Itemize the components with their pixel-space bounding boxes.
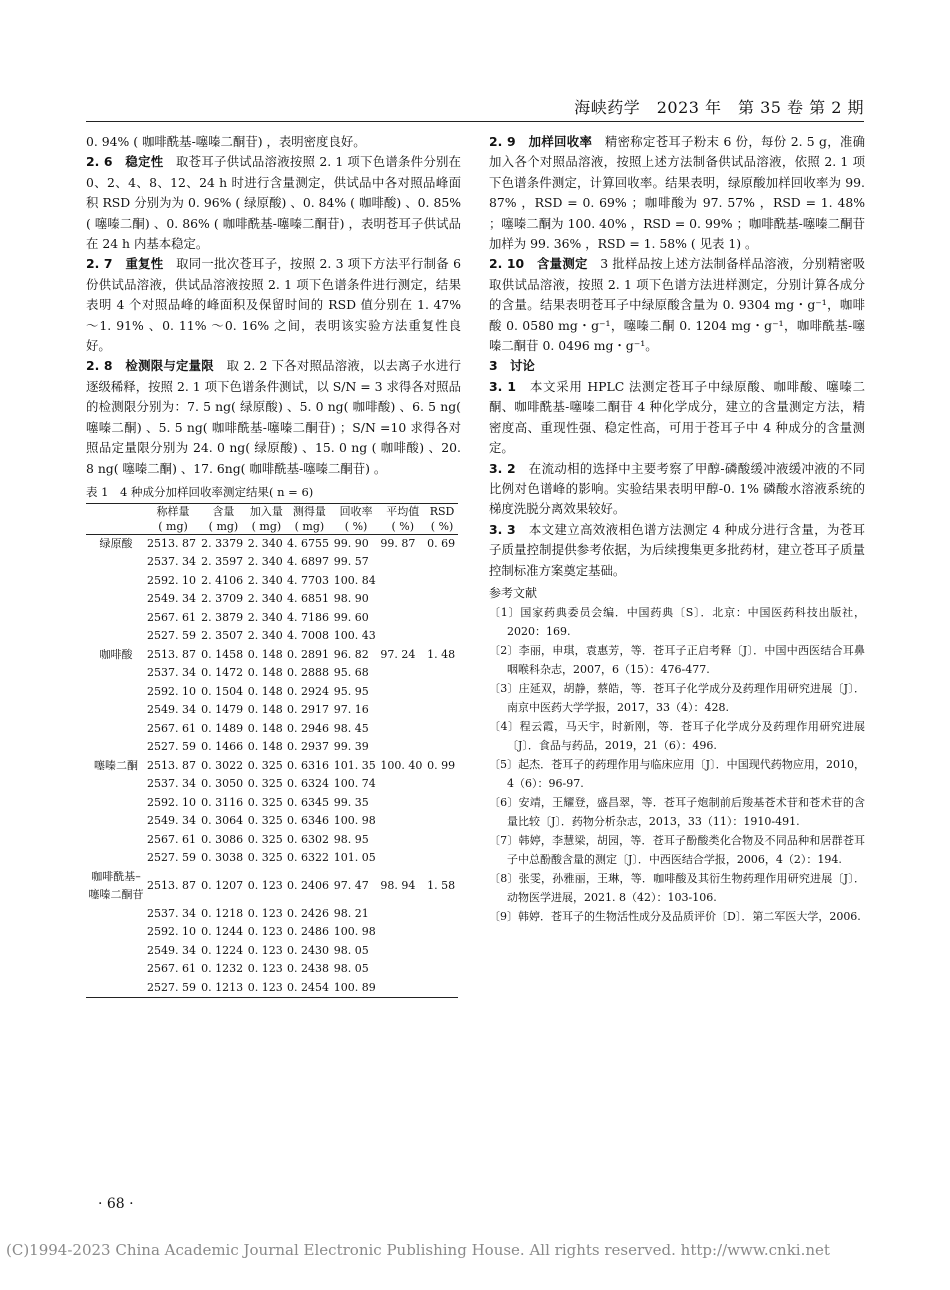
table-cell: 2527. 59 [147, 851, 196, 865]
table-header-cell: 回收率 ( %) [333, 503, 380, 534]
table-cell: 2. 340 [247, 592, 283, 606]
table-row [86, 590, 458, 609]
average-cell: 99. 87 [380, 536, 416, 550]
paragraph-text: 取 2. 2 下各对照品溶液，以去离子水进行逐级稀释，按照 2. 1 项下色谱条件测试，以 S/N = 3 求得各对照品的检测限分别为：7. 5 ng( 绿原酸) 、5. 0 ng( 咖啡酸) 、6. 5 ng( 噻嗪二酮) 、5. 5 ng( 咖啡酰基-噻嗪二酮苷) ；S/N =10 求得各对照品定量限分别为 24. 0 ng( 绿原酸) 、15. 0 ng ( 咖啡酸) 、20. 8 ng( 噻嗪二酮) 、17. 6ng( 咖啡酰基-噻嗪二酮苷) 。 [86, 358, 461, 476]
table-cell: 98. 90 [333, 592, 369, 606]
table-cell: 0. 325 [247, 851, 283, 865]
table-cell: 0. 6346 [287, 814, 330, 828]
table-cell: 0. 3064 [201, 814, 244, 828]
average-cell [379, 794, 426, 813]
average-cell [379, 664, 426, 683]
average-cell [379, 849, 426, 868]
table-cell: 95. 68 [333, 666, 369, 680]
table-cell: 4. 6755 [287, 536, 330, 550]
table-cell: 0. 2486 [287, 925, 330, 939]
table-cell: 0. 3086 [201, 832, 244, 846]
table-cell: 0. 6302 [287, 832, 330, 846]
table-cell: 100. 74 [333, 777, 376, 791]
table-cell: 0. 2891 [287, 647, 330, 661]
rsd-cell [426, 812, 458, 831]
table-row [86, 794, 458, 813]
rsd-cell [426, 738, 458, 757]
table-caption: 表 1 4 种成分加样回收率测定结果( n = 6) [86, 484, 314, 499]
average-cell [379, 553, 426, 572]
table-cell: 0. 6345 [287, 795, 330, 809]
empty-cell [86, 794, 146, 813]
section-heading: 3. 1 [489, 378, 517, 394]
table-cell: 0. 2406 [287, 879, 330, 893]
table-header-cell: RSD ( %) [426, 503, 458, 534]
table-cell: 2. 3879 [201, 610, 244, 624]
table-cell: 98. 21 [333, 906, 369, 920]
rsd-cell [426, 905, 458, 924]
rsd-cell [426, 720, 458, 739]
section-2-8 [86, 356, 461, 478]
compound-name: 咖啡酸 [99, 647, 133, 661]
table-cell: 0. 123 [247, 879, 283, 893]
table-cell: 0. 148 [247, 740, 283, 754]
section-2-9 [489, 132, 865, 254]
empty-cell [86, 683, 146, 702]
rsd-cell [426, 590, 458, 609]
table-row [86, 738, 458, 757]
empty-cell [86, 905, 146, 924]
table-cell: 4. 7008 [287, 629, 330, 643]
left-column [86, 132, 461, 998]
table-cell: 2567. 61 [147, 610, 196, 624]
table-row [86, 664, 458, 683]
table-cell: 0. 325 [247, 777, 283, 791]
average-cell [379, 942, 426, 961]
table-cell: 2549. 34 [147, 703, 196, 717]
empty-cell [86, 590, 146, 609]
table-header-cell: 测得量 ( mg) [286, 503, 333, 534]
section-3-1 [489, 377, 865, 459]
reference-item: 〔2〕李丽，申琪，袁惠芳，等．苍耳子正启考释〔J〕．中国中西医结合耳鼻咽喉科杂志，2007，6（15）：476-477. [489, 644, 865, 677]
rsd-cell [426, 553, 458, 572]
table-cell: 2. 3597 [201, 555, 244, 569]
table-cell: 2592. 10 [147, 684, 196, 698]
table-cell: 0. 1466 [201, 740, 244, 754]
table-cell: 101. 35 [333, 758, 376, 772]
paragraph-text: 取同一批次苍耳子，按照 2. 3 项下方法平行制备 6 份供试品溶液，供试品溶液按照 2. 1 项下色谱条件进行测定，结果表明 4 个对照品峰的峰面积及保留时间的 RSD 值分别在 1. 47% ～1. 91% 、0. 11% ～0. 16% 之间，表明该实验方法重复性良好。 [86, 256, 462, 354]
average-cell [379, 590, 426, 609]
table-row [86, 757, 458, 776]
rsd-cell [426, 923, 458, 942]
rsd-cell: 0. 99 [427, 758, 456, 772]
references-list [489, 603, 865, 926]
table-cell: 0. 1458 [201, 647, 244, 661]
paragraph-text: 在流动相的选择中主要考察了甲醇-磷酸缓冲液缓冲液的不同比例对色谱峰的影响。实验结果表明甲醇-0. 1% 磷酸水溶液系统的梯度洗脱分离效果较好。 [489, 460, 866, 517]
reference-item: 〔5〕起杰．苍耳子的药理作用与临床应用〔J〕．中国现代药物应用，2010，4（6）：96-97. [489, 758, 865, 791]
average-cell [379, 812, 426, 831]
table-cell: 2592. 10 [147, 795, 196, 809]
table-cell: 2527. 59 [147, 740, 196, 754]
average-cell [379, 738, 426, 757]
table-cell: 4. 6851 [287, 592, 330, 606]
table-cell: 0. 2426 [287, 906, 330, 920]
table-cell: 0. 1213 [201, 980, 244, 994]
table-cell: 0. 148 [247, 647, 283, 661]
table-cell: 0. 123 [247, 962, 283, 976]
table-row [86, 979, 458, 998]
table-cell: 98. 45 [333, 721, 369, 735]
table-cell: 0. 3038 [201, 851, 244, 865]
table-row [86, 553, 458, 572]
table-header-cell: 称样量 ( mg) [146, 503, 200, 534]
rsd-cell: 0. 69 [427, 536, 456, 550]
table-cell: 0. 123 [247, 980, 283, 994]
table-cell: 0. 2888 [287, 666, 330, 680]
table-cell: 0. 2924 [287, 684, 330, 698]
table-cell: 100. 43 [333, 629, 376, 643]
table-row [86, 534, 458, 553]
table-cell: 99. 90 [333, 536, 369, 550]
table-header-cell: 加入量 ( mg) [247, 503, 286, 534]
references-title: 参考文献 [489, 585, 538, 600]
table-cell: 96. 82 [333, 647, 369, 661]
table-row [86, 627, 458, 646]
table-cell: 0. 2454 [287, 980, 330, 994]
section-heading: 2. 7 重复性 [86, 256, 164, 272]
table-cell: 97. 47 [333, 879, 369, 893]
table-cell: 0. 1218 [201, 906, 244, 920]
table-cell: 0. 148 [247, 721, 283, 735]
rsd-cell [426, 794, 458, 813]
empty-cell [86, 960, 146, 979]
table-row [86, 905, 458, 924]
table-cell: 2567. 61 [147, 962, 196, 976]
table-cell: 95. 95 [333, 684, 369, 698]
rsd-cell [426, 683, 458, 702]
average-cell [379, 905, 426, 924]
table-cell: 0. 3116 [201, 795, 244, 809]
table-cell: 100. 98 [333, 814, 376, 828]
table-cell: 100. 98 [333, 925, 376, 939]
table-header-cell [86, 503, 146, 534]
table-cell: 2537. 34 [147, 555, 196, 569]
average-cell: 100. 40 [380, 758, 423, 772]
average-cell [379, 720, 426, 739]
table-cell: 101. 05 [333, 851, 376, 865]
average-cell [379, 572, 426, 591]
reference-item: 〔3〕庄延双，胡静，蔡皓，等．苍耳子化学成分及药理作用研究进展〔J〕．南京中医药大学学报，2017，33（4）：428. [489, 682, 865, 715]
table-cell: 0. 123 [247, 925, 283, 939]
table-cell: 0. 123 [247, 906, 283, 920]
table-cell: 0. 148 [247, 703, 283, 717]
table-cell: 2527. 59 [147, 629, 196, 643]
average-cell [379, 923, 426, 942]
section-heading: 2. 10 含量测定 [489, 256, 588, 272]
right-column [489, 132, 865, 926]
table-row [86, 720, 458, 739]
table-cell: 0. 325 [247, 758, 283, 772]
table-header-cell: 平均值 ( %) [379, 503, 426, 534]
empty-cell [86, 553, 146, 572]
table-cell: 2549. 34 [147, 943, 196, 957]
section-heading: 3. 2 [489, 460, 516, 476]
average-cell [379, 627, 426, 646]
table-cell: 100. 84 [333, 573, 376, 587]
reference-item: 〔8〕张雯，孙雅丽，王琳，等．咖啡酸及其衍生物药理作用研究进展〔J〕．动物医学进展，2021. 8（42）：103-106. [489, 872, 865, 905]
table-cell: 2. 3379 [201, 536, 244, 550]
empty-cell [86, 572, 146, 591]
rsd-cell [426, 831, 458, 850]
table-cell: 2513. 87 [147, 647, 196, 661]
table-cell: 0. 3050 [201, 777, 244, 791]
table-row [86, 868, 458, 905]
table-cell: 0. 1244 [201, 925, 244, 939]
table-cell: 2513. 87 [147, 879, 196, 893]
paragraph-text: 精密称定苍耳子粉末 6 份，每份 2. 5 g，准确加入各个对照品溶液，按照上述方法制备供试品溶液，依照 2. 1 项下色谱条件测定，计算回收率。结果表明，绿原酸加样回收率为 99. 87% ，RSD = 0. 69% ；咖啡酸为 97. 57% ，RSD = 1. 48% ；噻嗪二酮为 100. 40% ，RSD = 0. 99% ；咖啡酰基-噻嗪二酮苷加样为 99. 36% ，RSD = 1. 58% ( 见表 1) 。 [489, 134, 865, 252]
compound-name: 噻嗪二酮 [94, 758, 138, 772]
average-cell: 97. 24 [380, 647, 416, 661]
average-cell [379, 960, 426, 979]
empty-cell [86, 775, 146, 794]
table-cell: 2537. 34 [147, 777, 196, 791]
empty-cell [86, 923, 146, 942]
table-cell: 98. 95 [333, 832, 369, 846]
section-3-title: 3 讨论 [489, 358, 535, 374]
section-3-3 [489, 520, 865, 581]
empty-cell [86, 942, 146, 961]
table-cell: 4. 7186 [287, 610, 330, 624]
section-2-7 [86, 254, 461, 356]
paragraph-continued: 0. 94% ( 咖啡酰基-噻嗪二酮苷) ，表明密度良好。 [86, 134, 366, 149]
paragraph-text: 本文建立高效液相色谱方法测定 4 种成分进行含量，为苍耳子质量控制提供参考依据，为后续搜集更多批药材，建立苍耳子质量控制标准方案奠定基础。 [489, 521, 865, 578]
table-cell: 2. 340 [247, 536, 283, 550]
table-cell: 2537. 34 [147, 906, 196, 920]
table-row [86, 923, 458, 942]
table-cell: 97. 16 [333, 703, 369, 717]
table-cell: 0. 2917 [287, 703, 330, 717]
paragraph-text: 本文采用 HPLC 法测定苍耳子中绿原酸、咖啡酸、噻嗪二酮、咖啡酰基-噻嗪二酮苷 4 种化学成分，建立的含量测定方法，精密度高、重现性强、稳定性高，可用于苍耳子中 4 种成分的含量测定。 [489, 378, 866, 456]
compound-name: 咖啡酰基– 噻嗪二酮苷 [88, 869, 144, 902]
table-row [86, 775, 458, 794]
table-cell: 2549. 34 [147, 592, 196, 606]
empty-cell [86, 627, 146, 646]
section-2-6 [86, 152, 461, 254]
table-cell: 0. 148 [247, 666, 283, 680]
table-row [86, 812, 458, 831]
table-row [86, 609, 458, 628]
compound-name: 绿原酸 [99, 536, 133, 550]
average-cell [379, 701, 426, 720]
table-cell: 0. 1489 [201, 721, 244, 735]
average-cell: 98. 94 [380, 879, 416, 893]
table-cell: 2. 340 [247, 610, 283, 624]
section-heading: 2. 6 稳定性 [86, 154, 164, 170]
rsd-cell [426, 960, 458, 979]
table-cell: 0. 325 [247, 814, 283, 828]
table-cell: 0. 6324 [287, 777, 330, 791]
section-heading: 2. 9 加样回收率 [489, 134, 593, 149]
recovery-table [86, 503, 458, 999]
table-row [86, 849, 458, 868]
section-heading: 2. 8 检测限与定量限 [86, 358, 214, 374]
rsd-cell [426, 849, 458, 868]
reference-item: 〔9〕韩婷．苍耳子的生物活性成分及品质评价〔D〕．第二军医大学，2006. [489, 910, 861, 924]
table-row [86, 701, 458, 720]
table-cell: 2592. 10 [147, 573, 196, 587]
table-cell: 99. 60 [333, 610, 369, 624]
table-cell: 0. 148 [247, 684, 283, 698]
rsd-cell [426, 572, 458, 591]
table-cell: 2537. 34 [147, 666, 196, 680]
table-cell: 2549. 34 [147, 814, 196, 828]
table-cell: 0. 2946 [287, 721, 330, 735]
rsd-cell [426, 942, 458, 961]
table-row [86, 683, 458, 702]
average-cell [379, 609, 426, 628]
rsd-cell [426, 775, 458, 794]
reference-item: 〔7〕韩婷，李慧梁，胡园，等．苍耳子酚酸类化合物及不同品种和居群苍耳子中总酚酸含量的测定〔J〕．中西医结合学报，2006，4（2）：194. [489, 834, 865, 867]
table-header-cell: 含量 ( mg) [200, 503, 247, 534]
empty-cell [86, 831, 146, 850]
running-header: 海峡药学 2023 年 第 35 卷 第 2 期 [574, 98, 864, 117]
reference-item: 〔6〕安靖，王耀登，盛昌翠，等．苍耳子炮制前后羧基苍术苷和苍术苷的含量比较〔J〕．药物分析杂志，2013，33（11）：1910-491. [489, 796, 865, 829]
table-cell: 0. 6316 [287, 758, 330, 772]
table-cell: 0. 123 [247, 943, 283, 957]
paragraph-text: 3 批样品按上述方法制备样品溶液，分别精密吸取供试品溶液，按照 2. 1 项下色谱方法进样测定，分别计算各成分的含量。结果表明苍耳子中绿原酸含量为 0. 9304 mg・g⁻¹，咖啡酸 0. 0580 mg・g⁻¹，噻嗪二酮 0. 1204 mg・g⁻¹，咖啡酰基-噻嗪二酮苷 0. 0496 mg・g⁻¹。 [489, 256, 865, 354]
table-cell: 0. 3022 [201, 758, 244, 772]
table-cell: 2527. 59 [147, 980, 196, 994]
header-rule [86, 121, 864, 122]
table-cell: 2513. 87 [147, 536, 196, 550]
copyright-notice: (C)1994-2023 China Academic Journal Electronic Publishing House. All rights reserved. http://www.cnki.net [6, 1241, 830, 1259]
paragraph-text: 取苍耳子供试品溶液按照 2. 1 项下色谱条件分别在 0、2、4、8、12、24 h 时进行含量测定，供试品中各对照品峰面积 RSD 分别为为 0. 96% ( 绿原酸) 、0. 84% ( 咖啡酸) 、0. 85% ( 噻嗪二酮) 、0. 86% ( 咖啡酰基-噻嗪二酮苷) ，表明苍耳子供试品在 24 h 内基本稳定。 [86, 154, 462, 252]
average-cell [379, 683, 426, 702]
table-cell: 0. 1232 [201, 962, 244, 976]
empty-cell [86, 738, 146, 757]
table-cell: 0. 1224 [201, 943, 244, 957]
empty-cell [86, 609, 146, 628]
section-3-2 [489, 459, 865, 520]
table-header-row [86, 503, 458, 534]
table-cell: 0. 2438 [287, 962, 330, 976]
table-cell: 4. 6897 [287, 555, 330, 569]
rsd-cell: 1. 58 [427, 879, 456, 893]
section-heading: 3. 3 [489, 521, 516, 537]
average-cell [379, 979, 426, 998]
table-cell: 2. 340 [247, 573, 283, 587]
section-2-10 [489, 254, 865, 356]
table-row [86, 942, 458, 961]
table-row [86, 960, 458, 979]
table-cell: 99. 35 [333, 795, 369, 809]
table-cell: 0. 2937 [287, 740, 330, 754]
rsd-cell [426, 979, 458, 998]
reference-item: 〔1〕国家药典委员会编．中国药典〔S〕．北京：中国医药科技出版社，2020：169. [489, 606, 865, 639]
table-cell: 0. 1207 [201, 879, 244, 893]
table-cell: 2567. 61 [147, 721, 196, 735]
table-cell: 2. 3709 [201, 592, 244, 606]
table-cell: 2. 4106 [201, 573, 244, 587]
table-cell: 99. 39 [333, 740, 369, 754]
table-cell: 0. 325 [247, 795, 283, 809]
table-cell: 2. 340 [247, 555, 283, 569]
table-cell: 0. 6322 [287, 851, 330, 865]
table-cell: 98. 05 [333, 943, 369, 957]
page-number: · 68 · [98, 1196, 134, 1212]
table-row [86, 572, 458, 591]
table-cell: 0. 2430 [287, 943, 330, 957]
table-row [86, 646, 458, 665]
empty-cell [86, 701, 146, 720]
table-cell: 99. 57 [333, 555, 369, 569]
table-cell: 100. 89 [333, 980, 376, 994]
rsd-cell [426, 627, 458, 646]
table-body [86, 534, 458, 998]
table-cell: 4. 7703 [287, 573, 330, 587]
table-cell: 2. 3507 [201, 629, 244, 643]
table-cell: 2. 340 [247, 629, 283, 643]
table-cell: 2592. 10 [147, 925, 196, 939]
table-cell: 98. 05 [333, 962, 369, 976]
table-cell: 2513. 87 [147, 758, 196, 772]
table-cell: 2567. 61 [147, 832, 196, 846]
reference-item: 〔4〕程云霞，马天宇，时新刚，等．苍耳子化学成分及药理作用研究进展〔J〕．食品与药品，2019，21（6）：496. [489, 720, 865, 753]
table-cell: 0. 325 [247, 832, 283, 846]
table-cell: 0. 1504 [201, 684, 244, 698]
table-row [86, 831, 458, 850]
average-cell [379, 775, 426, 794]
table-cell: 0. 1479 [201, 703, 244, 717]
rsd-cell [426, 609, 458, 628]
rsd-cell [426, 664, 458, 683]
empty-cell [86, 664, 146, 683]
average-cell [379, 831, 426, 850]
rsd-cell: 1. 48 [427, 647, 456, 661]
empty-cell [86, 849, 146, 868]
rsd-cell [426, 701, 458, 720]
table-cell: 0. 1472 [201, 666, 244, 680]
empty-cell [86, 720, 146, 739]
empty-cell [86, 979, 146, 998]
empty-cell [86, 812, 146, 831]
